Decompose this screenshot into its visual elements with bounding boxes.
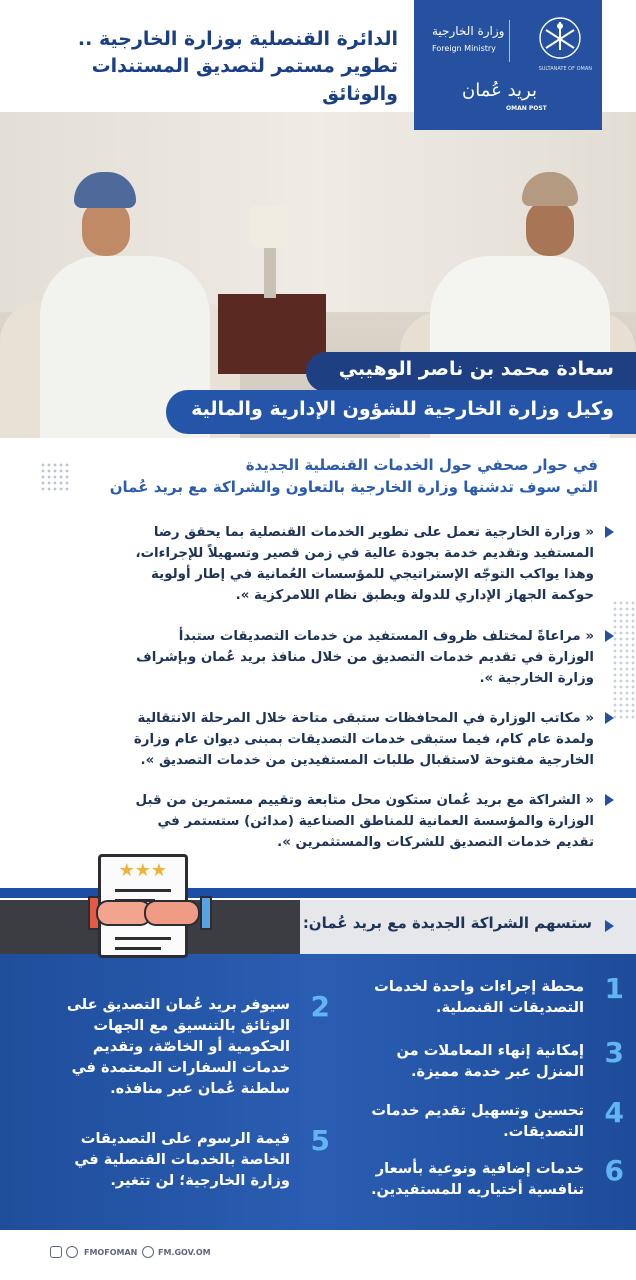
certified-document-icon: ★★★ bbox=[98, 854, 188, 958]
benefit-line: محطة إجراءات واحدة لخدمات bbox=[374, 978, 584, 995]
quote-line: الوزارة في تقديم خدمات التصديق من خلال منافذ بريد عُمان وبإشراف bbox=[136, 650, 594, 665]
benefit-line: خدمات إضافية ونوعية بأسعار bbox=[375, 1160, 584, 1177]
bullet-arrow-icon bbox=[605, 630, 614, 642]
benefit-number: 4 bbox=[604, 1096, 624, 1129]
oman-post-name-ar: بريد عُمان bbox=[462, 80, 537, 101]
benefit-line: قيمة الرسوم على التصديقات bbox=[80, 1130, 290, 1147]
quote-item bbox=[42, 708, 594, 771]
logo-panel bbox=[414, 0, 602, 130]
quote-item bbox=[42, 522, 594, 606]
title-line-2: تطوير مستمر لتصديق المستندات والوثائق bbox=[91, 55, 398, 105]
quote-line: وهذا يواكب التوجّه الإستراتيجي للمؤسسات العُمانية في إطار أولوية bbox=[151, 567, 594, 582]
photo-lamp-base bbox=[264, 248, 276, 298]
benefit-number: 2 bbox=[310, 990, 330, 1023]
website-link[interactable]: FM.GOV.OM bbox=[158, 1248, 211, 1257]
quote-line: « مراعاةً لمختلف ظروف المستفيد من خدمات التصديقات ستبدأ bbox=[178, 629, 594, 644]
benefit-line: خدمات السفارات المعتمدة في bbox=[71, 1059, 290, 1076]
benefit-line: تحسين وتسهيل تقديم خدمات bbox=[371, 1102, 584, 1119]
quote-line: « الشراكة مع بريد عُمان ستكون محل متابعة وتقييم مستمرين من قبل bbox=[135, 793, 594, 808]
twitter-icon[interactable] bbox=[66, 1246, 78, 1258]
ministry-name-en: Foreign Ministry bbox=[432, 44, 496, 53]
quote-line: تقديم خدمات التصديق للشركات والمستثمرين ». bbox=[277, 835, 594, 850]
benefit-line: سلطنة عُمان عبر منافذه. bbox=[110, 1080, 290, 1097]
benefit-line: الوثائق بالتنسيق مع الجهات bbox=[93, 1017, 290, 1034]
footer bbox=[0, 1230, 636, 1280]
photo-lamp-shade bbox=[250, 206, 290, 248]
quote-item bbox=[42, 626, 594, 689]
interviewee-name: سعادة محمد بن ناصر الوهيبي bbox=[306, 352, 636, 392]
quote-line: الوزارة والمؤسسة العمانية للمناطق الصناعية (مدائن) ستستمر في bbox=[157, 814, 594, 829]
dot-pattern-decor bbox=[40, 462, 70, 492]
benefit-line: الحكومية أو الخاصّة، وتقديم bbox=[92, 1038, 290, 1055]
quote-line: ولمدة عام كام، فيما ستبقى خدمات التصديقات بمبنى ديوان عام وزارة bbox=[133, 732, 594, 747]
instagram-icon[interactable] bbox=[50, 1246, 62, 1258]
page-title bbox=[18, 26, 398, 108]
handshake-icon bbox=[96, 894, 206, 934]
benefit-number: 6 bbox=[604, 1154, 624, 1187]
benefit-item bbox=[28, 990, 330, 1099]
benefit-number: 3 bbox=[604, 1036, 624, 1069]
benefit-line: المنزل عبر خدمة مميزة. bbox=[410, 1063, 584, 1080]
oman-post-name-en: OMAN POST bbox=[506, 105, 547, 112]
benefit-item bbox=[334, 1036, 624, 1082]
benefit-item bbox=[334, 1096, 624, 1142]
intro-line-1: في حوار صحفي حول الخدمات القنصلية الجديدة bbox=[245, 456, 598, 474]
quote-line: وزارة الخارجية ». bbox=[479, 671, 594, 686]
dot-pattern-decor bbox=[612, 600, 636, 720]
benefit-line: سيوفر بريد عُمان التصديق على bbox=[66, 996, 290, 1013]
benefit-line: التصديقات. bbox=[503, 1123, 584, 1140]
quote-line: الخارجية مفتوحة لاستقبال طلبات المستفيدين من خدمات التصديق ». bbox=[140, 753, 594, 768]
benefit-line: وزارة الخارجية؛ لن تتغير. bbox=[110, 1172, 290, 1189]
ministry-name-ar: وزارة الخارجية bbox=[432, 24, 505, 38]
benefit-number: 1 bbox=[604, 972, 624, 1005]
benefit-line: تنافسية أختياريه للمستفيدين. bbox=[370, 1181, 584, 1198]
emblem-caption: SULTANATE OF OMAN bbox=[538, 66, 592, 72]
quote-line: المستفيد وتقديم خدمة بجودة عالية في زمن قصير وتسهيلاً للإجراءات، bbox=[135, 546, 594, 561]
benefit-item bbox=[334, 972, 624, 1018]
partnership-title: ستسهم الشراكة الجديدة مع بريد عُمان: bbox=[302, 914, 592, 932]
logo-divider bbox=[509, 20, 510, 62]
interviewee-position: وكيل وزارة الخارجية للشؤون الإدارية والمالية bbox=[166, 390, 636, 434]
benefit-item bbox=[334, 1154, 624, 1200]
bullet-arrow-icon bbox=[605, 712, 614, 724]
title-line-1: الدائرة القنصلية بوزارة الخارجية .. bbox=[77, 28, 398, 50]
quote-line: « وزارة الخارجية تعمل على تطوير الخدمات القنصلية بما يحقق رضا bbox=[153, 525, 594, 540]
benefit-line: التصديقات القنصلية. bbox=[435, 999, 584, 1016]
quote-line: حوكمة الجهاز الإداري للدولة ويطبق نظام اللامركزية ». bbox=[235, 588, 594, 603]
bullet-arrow-icon bbox=[605, 526, 614, 538]
globe-icon bbox=[142, 1246, 154, 1258]
intro-line-2: التي سوف تدشنها وزارة الخارجية بالتعاون والشراكة مع بريد عُمان bbox=[109, 478, 598, 496]
oman-emblem-icon bbox=[518, 14, 592, 72]
benefit-line: الخاصة بالخدمات القنصلية في bbox=[74, 1151, 290, 1168]
benefit-item bbox=[28, 1124, 330, 1191]
benefit-line: إمكانية إنهاء المعاملات من bbox=[396, 1042, 584, 1059]
social-handle[interactable]: FMOFOMAN bbox=[84, 1248, 138, 1257]
quote-item bbox=[42, 790, 594, 853]
bullet-arrow-icon bbox=[605, 794, 614, 806]
intro-text bbox=[78, 454, 598, 498]
bullet-arrow-icon bbox=[605, 920, 614, 932]
quote-line: « مكاتب الوزارة في المحافظات ستبقى متاحة خلال المرحلة الانتقالية bbox=[137, 711, 594, 726]
benefit-number: 5 bbox=[310, 1124, 330, 1157]
